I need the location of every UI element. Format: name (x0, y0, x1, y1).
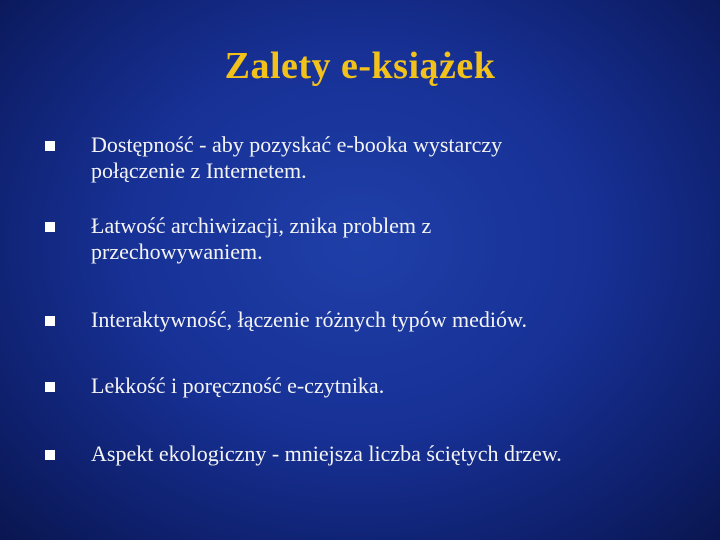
bullet-text (91, 441, 691, 467)
bullet-text (91, 213, 691, 265)
square-bullet-icon (45, 141, 55, 151)
bullet-line: połączenie z Internetem. (91, 158, 307, 183)
bullet-line: Aspekt ekologiczny - mniejsza liczba ściętych drzew. (91, 441, 562, 466)
bullet-line: Lekkość i poręczność e-czytnika. (91, 373, 385, 398)
square-bullet-icon (45, 316, 55, 326)
bullet-text (91, 373, 691, 399)
bullet-text (91, 132, 691, 184)
bullet-line: Dostępność - aby pozyskać e-booka wystarczy (91, 132, 503, 157)
square-bullet-icon (45, 222, 55, 232)
bullet-line: przechowywaniem. (91, 239, 263, 264)
bullet-text (91, 307, 691, 333)
bullet-line: Łatwość archiwizacji, znika problem z (91, 213, 432, 238)
bullet-line: Interaktywność, łączenie różnych typów mediów. (91, 307, 527, 332)
slide-title: Zalety e-książek (224, 45, 496, 87)
square-bullet-icon (45, 450, 55, 460)
square-bullet-icon (45, 382, 55, 392)
